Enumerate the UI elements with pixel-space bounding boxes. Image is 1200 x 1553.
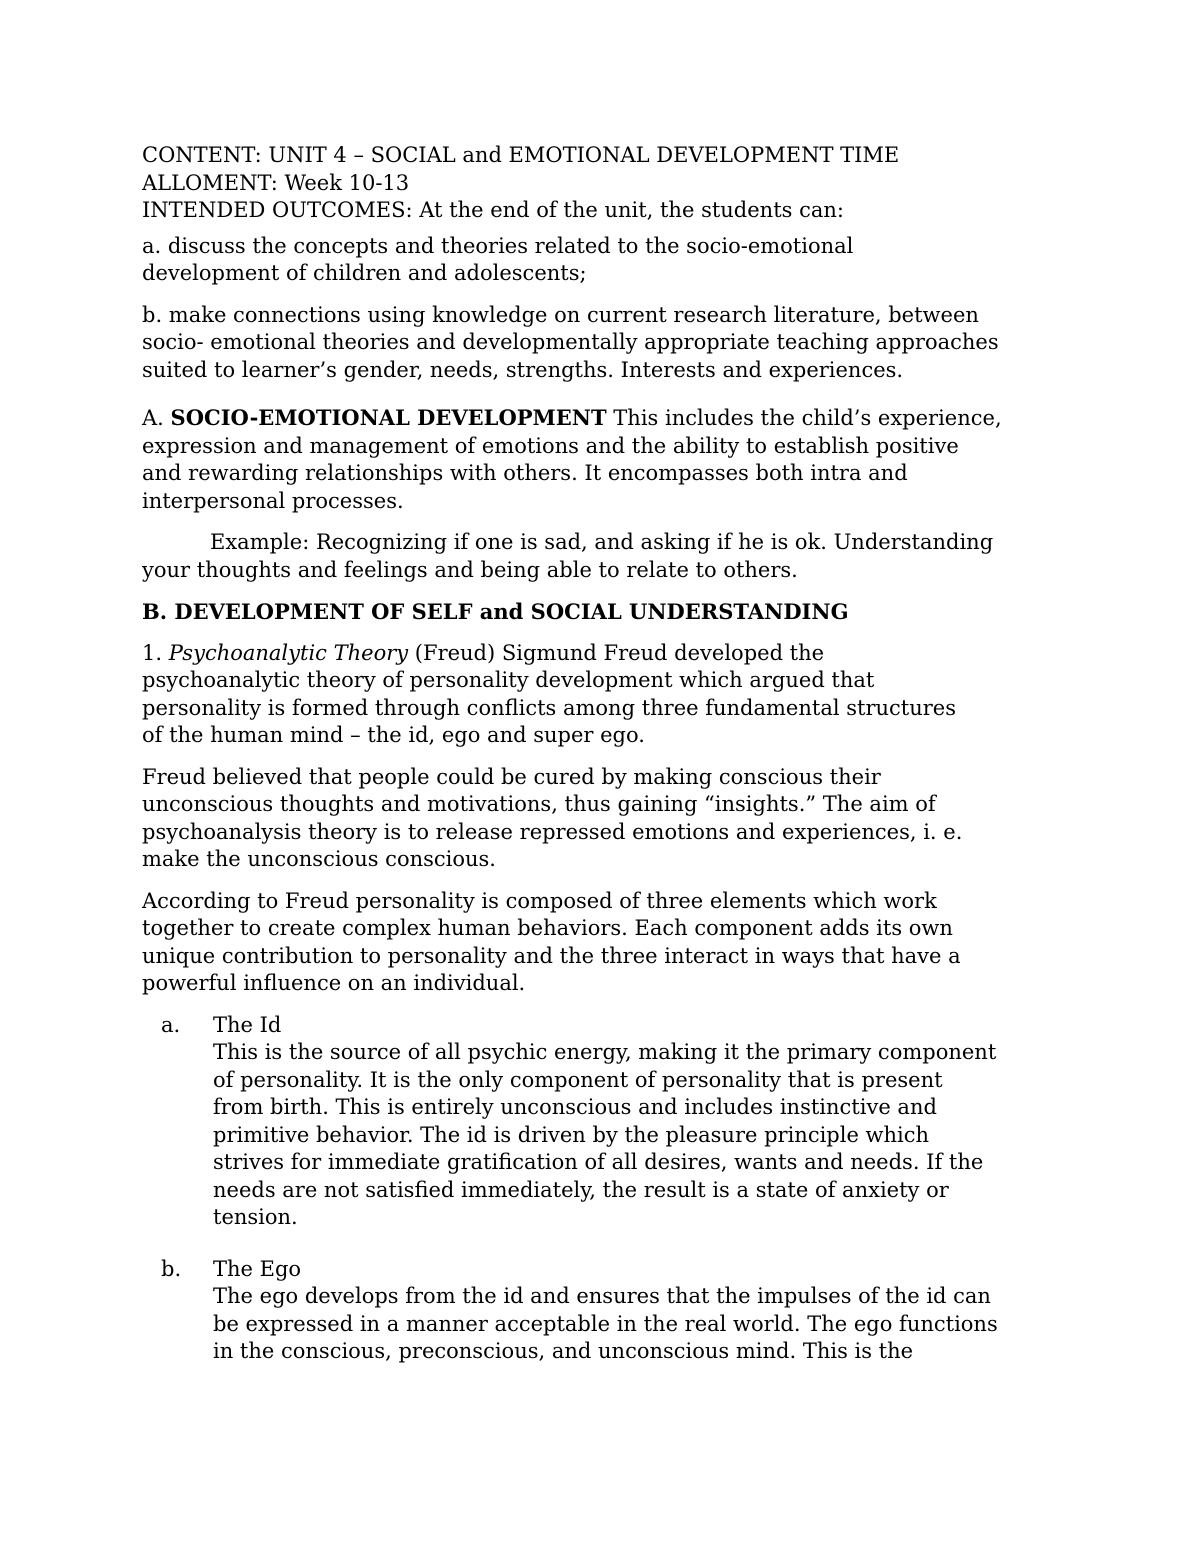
section-text-line: and rewarding relationships with others. It encompasses both intra and	[142, 461, 908, 485]
header-line: INTENDED OUTCOMES: At the end of the unit, the students can:	[142, 198, 844, 222]
theory-line: of the human mind – the id, ego and super ego.	[142, 723, 645, 747]
theory-line: psychoanalytic theory of personality development which argued that	[142, 668, 875, 692]
header-line: CONTENT: UNIT 4 – SOCIAL and EMOTIONAL DEVELOPMENT TIME	[142, 143, 900, 167]
component-line: needs are not satisfied immediately, the result is a state of anxiety or	[213, 1177, 949, 1202]
paragraph-line: make the unconscious conscious.	[142, 847, 496, 871]
section-heading: DEVELOPMENT OF SELF and SOCIAL UNDERSTANDING	[174, 599, 849, 624]
theory-text: (Freud) Sigmund Freud developed the	[408, 640, 825, 665]
component-line: primitive behavior. The id is driven by the pleasure principle which	[213, 1122, 930, 1147]
unit-header	[142, 142, 1052, 225]
component-line: strives for immediate gratification of all desires, wants and needs. If the	[213, 1150, 984, 1174]
section-text-line: expression and management of emotions and the ability to establish positive	[142, 433, 959, 458]
section-marker: A.	[142, 406, 164, 430]
outcome-line: development of children and adolescents;	[142, 261, 587, 285]
paragraph-line: unconscious thoughts and motivations, thus gaining “insights.” The aim of	[142, 792, 936, 816]
header-line: ALLOMENT: Week 10-13	[142, 170, 410, 195]
section-a	[142, 404, 1052, 515]
section-heading: SOCIO-EMOTIONAL DEVELOPMENT	[170, 405, 607, 430]
list-marker: a.	[161, 1012, 181, 1037]
component-line: tension.	[213, 1205, 298, 1229]
paragraph-line: together to create complex human behaviors. Each component adds its own	[142, 916, 953, 940]
paragraph-line: psychoanalysis theory is to release repressed emotions and experiences, i. e.	[142, 819, 963, 844]
paragraph-line: unique contribution to personality and the three interact in ways that have a	[142, 943, 961, 968]
example-line: your thoughts and feelings and being able to relate to others.	[142, 557, 798, 582]
personality-paragraph	[142, 888, 1052, 998]
paragraph-line: Freud believed that people could be cured by making conscious their	[142, 764, 881, 789]
example-line: Example: Recognizing if one is sad, and asking if he is ok. Understanding	[210, 530, 994, 554]
psychoanalytic-theory	[142, 640, 1052, 750]
outcome-line: socio- emotional theories and developmentally appropriate teaching approaches	[142, 330, 999, 354]
component-id	[142, 1012, 1052, 1232]
outcome-line: a. discuss the concepts and theories related to the socio-emotional	[142, 233, 854, 258]
freud-paragraph	[142, 764, 1052, 874]
component-line: in the conscious, preconscious, and unconscious mind. This is the	[213, 1339, 914, 1363]
section-marker: B.	[142, 599, 168, 624]
component-title: The Id	[213, 1012, 282, 1037]
section-b	[142, 598, 1052, 626]
outcome-b	[142, 302, 1052, 385]
component-line: from birth. This is entirely unconscious and includes instinctive and	[213, 1095, 937, 1119]
outcome-a	[142, 233, 1052, 288]
outcome-line: suited to learner’s gender, needs, strengths. Interests and experiences.	[142, 357, 904, 382]
section-text: This includes the child’s experience,	[606, 406, 1002, 430]
component-ego	[142, 1256, 1052, 1366]
component-title: The Ego	[213, 1256, 302, 1281]
section-text-line: interpersonal processes.	[142, 488, 404, 513]
paragraph-line: According to Freud personality is composed of three elements which work	[142, 888, 937, 913]
theory-title: Psychoanalytic Theory	[168, 640, 409, 665]
outcome-line: b. make connections using knowledge on current research literature, between	[142, 302, 979, 327]
component-line: of personality. It is the only component of personality that is present	[213, 1067, 943, 1092]
theory-line: personality is formed through conflicts among three fundamental structures	[142, 695, 956, 720]
theory-number: 1.	[142, 640, 163, 665]
component-line: be expressed in a manner acceptable in the real world. The ego functions	[213, 1311, 998, 1336]
component-line: The ego develops from the id and ensures that the impulses of the id can	[213, 1284, 991, 1308]
component-line: This is the source of all psychic energy, making it the primary component	[213, 1040, 997, 1064]
list-marker: b.	[161, 1256, 182, 1281]
example-paragraph	[142, 529, 1052, 584]
document-page	[142, 142, 1052, 1380]
paragraph-line: powerful influence on an individual.	[142, 971, 526, 995]
